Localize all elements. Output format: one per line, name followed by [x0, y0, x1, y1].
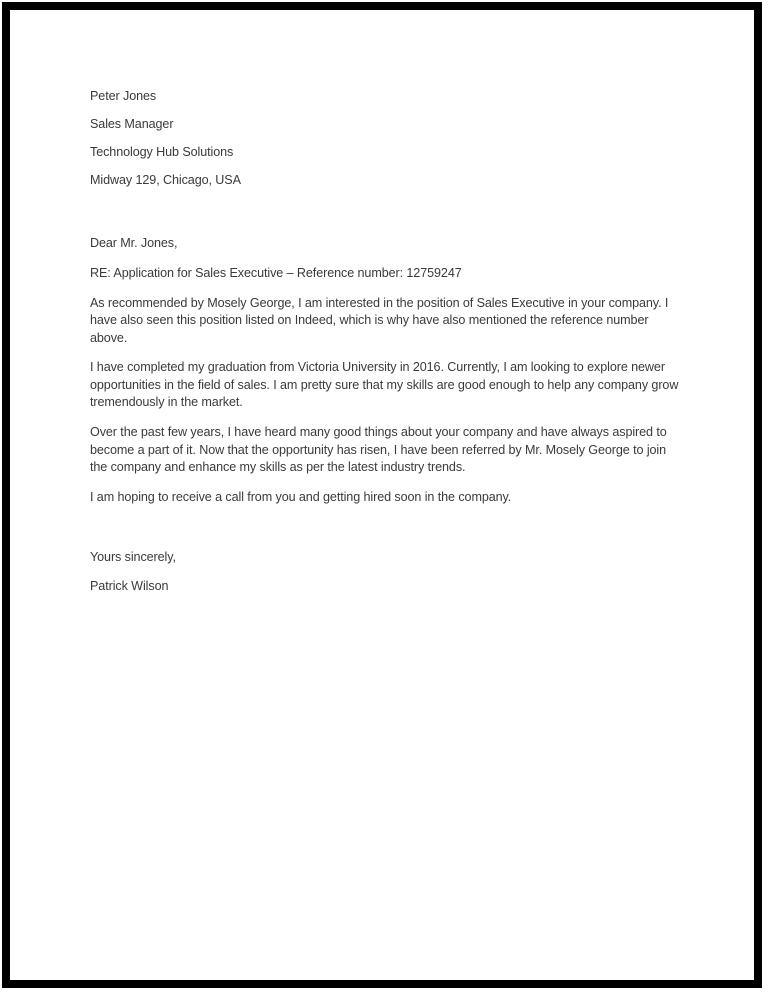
letter-content [90, 88, 684, 595]
recipient-name: Peter Jones [90, 89, 157, 103]
signature-name: Patrick Wilson [90, 578, 169, 593]
letter-page [10, 10, 754, 980]
recipient-company: Technology Hub Solutions [90, 145, 234, 159]
subject-line: RE: Application for Sales Executive – Reference number: 12759247 [90, 266, 462, 280]
body-paragraph-4: I am hoping to receive a call from you and getting hired soon in the company. [90, 489, 512, 504]
closing-salutation: Yours sincerely, [90, 550, 176, 565]
salutation: Dear Mr. Jones, [90, 235, 178, 250]
recipient-address-block [90, 88, 684, 190]
body-paragraph-2: I have completed my graduation from Victoria University in 2016. Currently, I am looking to explore newer opportunities in the field of sales. I am pretty sure that my skills are good enough to help any company grow tremendously in the market. [90, 360, 679, 410]
recipient-address: Midway 129, Chicago, USA [90, 173, 241, 187]
body-paragraph-3: Over the past few years, I have heard many good things about your company and have always aspired to become a part of it. Now that the opportunity has risen, I have been referred by Mr. Mosely George to join the company and enhance my skills as per the latest industry trends. [90, 425, 667, 475]
recipient-job-title: Sales Manager [90, 117, 174, 131]
page-border-frame [2, 2, 762, 988]
body-paragraph-1: As recommended by Mosely George, I am interested in the position of Sales Executive in your company. I have also seen this position listed on Indeed, which is why have also mentioned the reference number above. [90, 295, 669, 345]
